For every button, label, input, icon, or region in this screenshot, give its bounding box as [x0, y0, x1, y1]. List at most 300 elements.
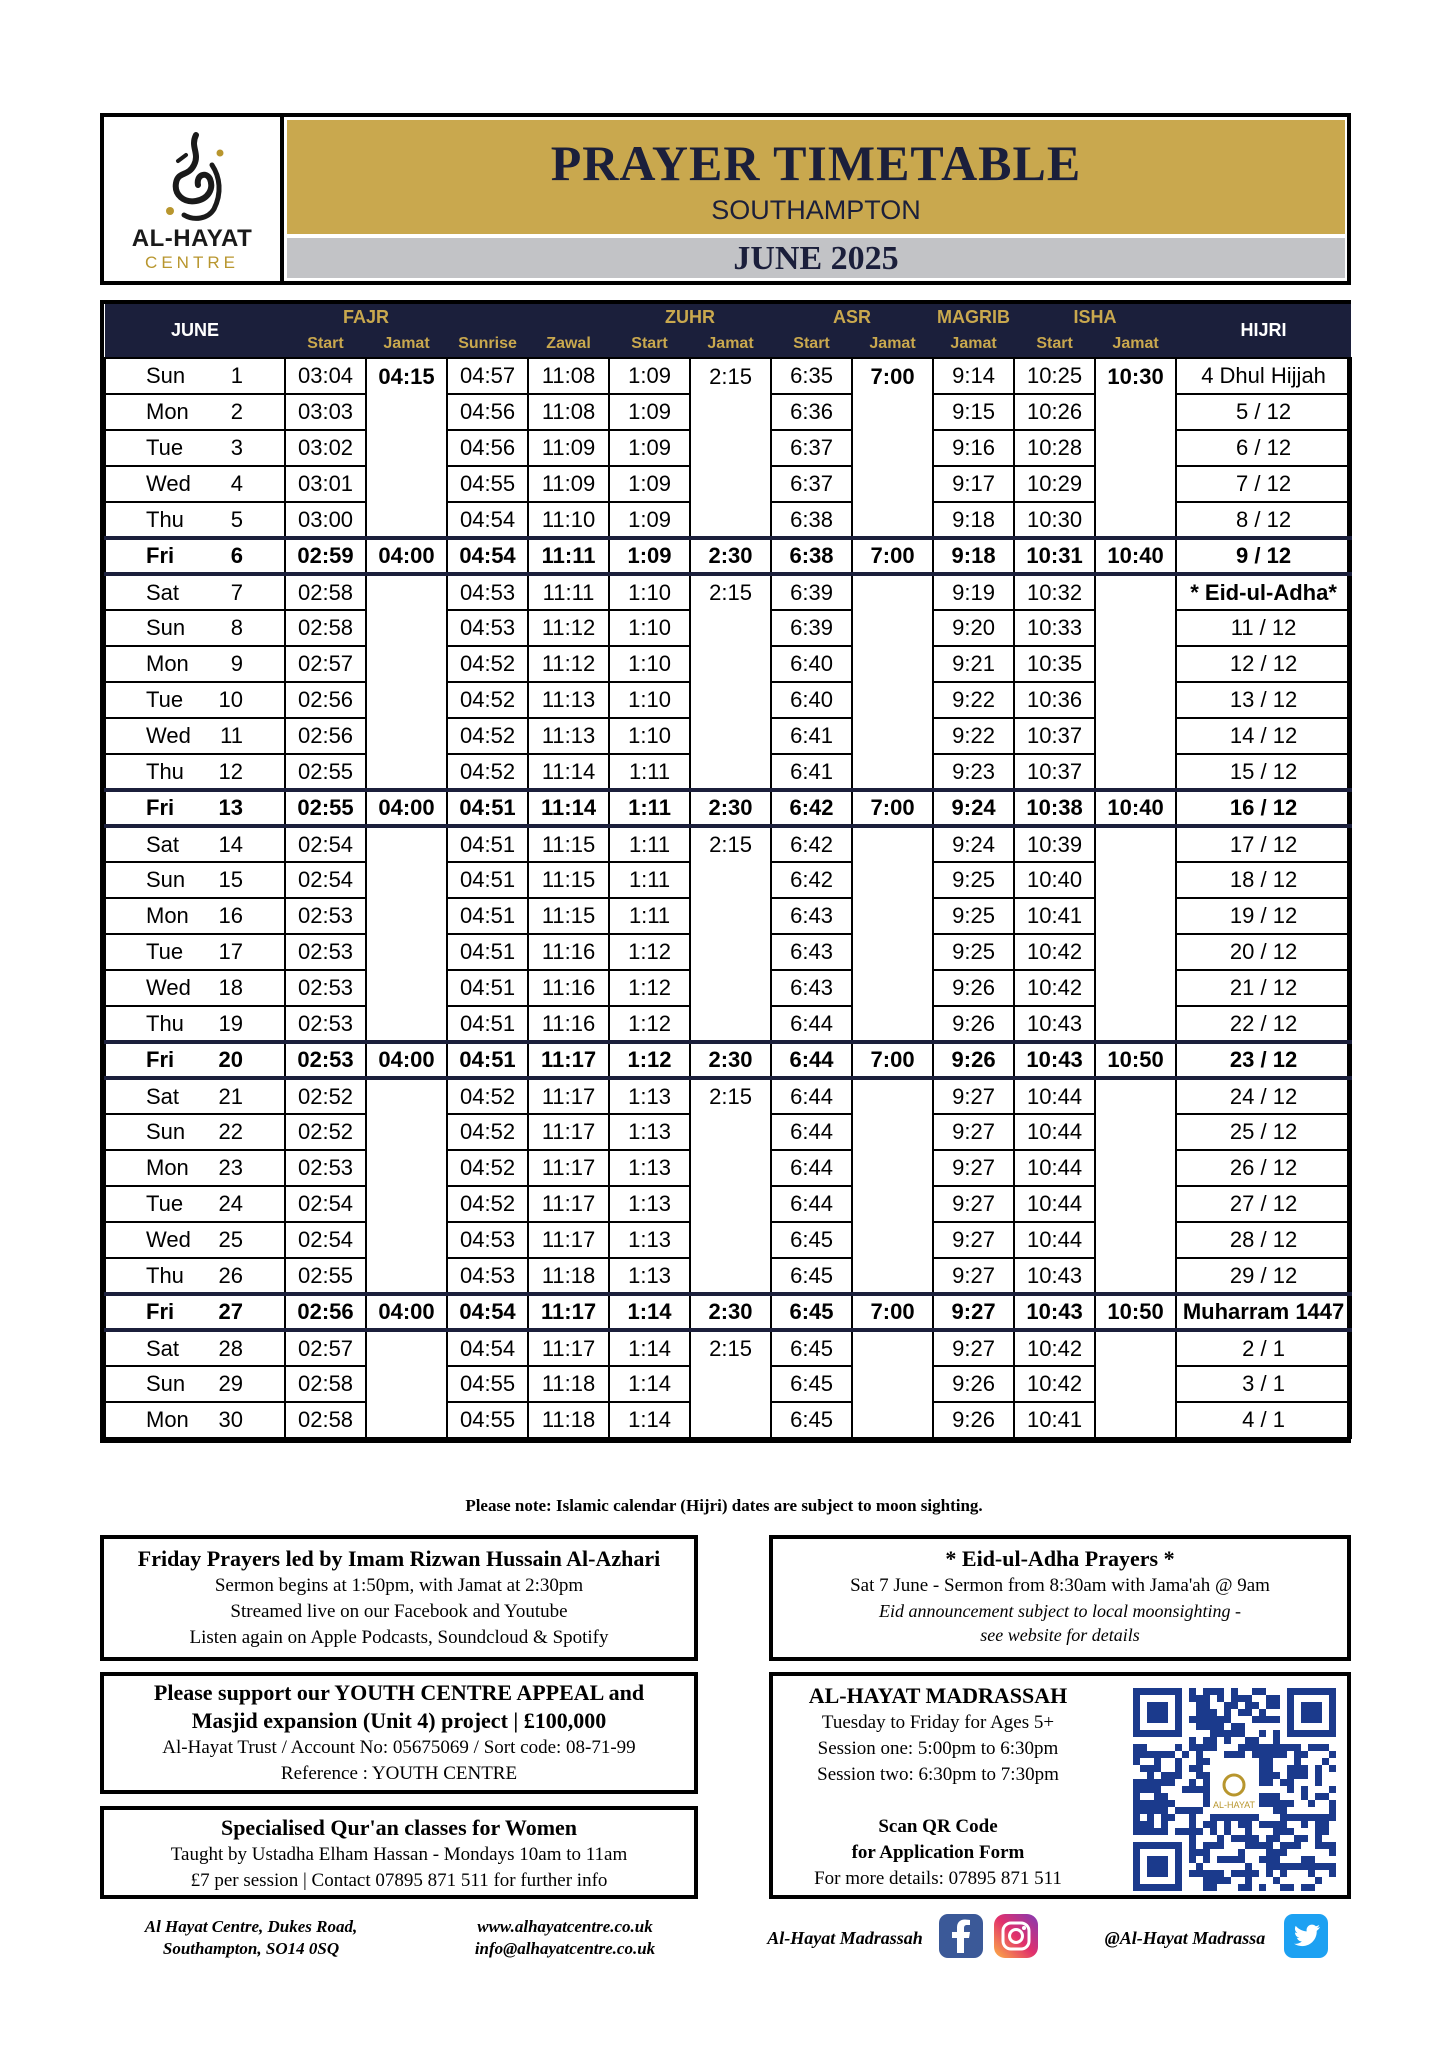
- application-form-label: for Application Form: [851, 1842, 1025, 1863]
- cell-asr: 6:44: [771, 1114, 852, 1150]
- city-subtitle: SOUTHAMPTON: [711, 195, 921, 225]
- cell-asr-jamat: [852, 934, 933, 970]
- cell-sunrise: 04:53: [447, 610, 528, 646]
- cell-day: Sun: [105, 358, 176, 394]
- cell-asr: 6:44: [771, 1006, 852, 1042]
- cell-fajr: 02:53: [285, 934, 366, 970]
- cell-hijri: 11 / 12: [1176, 610, 1351, 646]
- cell-zawal: 11:14: [528, 790, 609, 826]
- cell-asr-jamat: [852, 646, 933, 682]
- cell-fajr: 02:56: [285, 718, 366, 754]
- table-row: [105, 1330, 1351, 1366]
- cell-hijri: 21 / 12: [1176, 970, 1351, 1006]
- table-row: [105, 934, 1351, 970]
- cell-asr-jamat: [852, 1222, 933, 1258]
- cell-isha: 10:33: [1014, 610, 1095, 646]
- cell-zawal: 11:08: [528, 394, 609, 430]
- cell-zawal: 11:16: [528, 934, 609, 970]
- cell-isha: 10:32: [1014, 574, 1095, 610]
- cell-zuhr: 1:10: [609, 682, 690, 718]
- cell-date: 8: [176, 610, 285, 646]
- logo-name: AL-HAYAT: [131, 225, 253, 252]
- cell-isha: 10:25: [1014, 358, 1095, 394]
- cell-zuhr: 1:10: [609, 718, 690, 754]
- cell-date: 16: [176, 898, 285, 934]
- cell-asr-jamat: [852, 718, 933, 754]
- cell-hijri: 16 / 12: [1176, 790, 1351, 826]
- cell-magrib: 9:22: [933, 682, 1014, 718]
- table-row: [105, 466, 1351, 502]
- cell-asr: 6:40: [771, 646, 852, 682]
- table-row: [105, 1186, 1351, 1222]
- cell-fajr: 02:56: [285, 682, 366, 718]
- madrassah-line: Tuesday to Friday for Ages 5+: [821, 1712, 1055, 1733]
- cell-asr-jamat: 7:00: [852, 1294, 933, 1330]
- cell-fajr: 02:58: [285, 1366, 366, 1402]
- cell-date: 23: [176, 1150, 285, 1186]
- cell-isha: 10:43: [1014, 1006, 1095, 1042]
- cell-date: 17: [176, 934, 285, 970]
- cell-hijri: 9 / 12: [1176, 538, 1351, 574]
- cell-day: Mon: [105, 1150, 176, 1186]
- cell-fajr: 02:53: [285, 1150, 366, 1186]
- cell-date: 21: [176, 1078, 285, 1114]
- cell-zawal: 11:17: [528, 1222, 609, 1258]
- cell-zuhr-jamat: [690, 934, 771, 970]
- calligraphy-logo-icon: [150, 131, 240, 227]
- cell-asr-jamat: 7:00: [852, 1042, 933, 1078]
- cell-isha: 10:35: [1014, 646, 1095, 682]
- cell-zuhr-jamat: [690, 1150, 771, 1186]
- logo: [104, 117, 284, 281]
- cell-isha: 10:44: [1014, 1222, 1095, 1258]
- cell-fajr: 03:03: [285, 394, 366, 430]
- cell-zuhr-jamat: [690, 1366, 771, 1402]
- friday-prayers-box: [100, 1535, 698, 1661]
- madrassah-social-label: Al-Hayat Madrassah: [767, 1928, 923, 1948]
- madrassah-contact: For more details: 07895 871 511: [814, 1868, 1062, 1889]
- cell-zuhr: 1:14: [609, 1366, 690, 1402]
- cell-zuhr: 1:13: [609, 1078, 690, 1114]
- timetable-table: [104, 304, 1352, 1439]
- moon-sighting-note: Please note: Islamic calendar (Hijri) dates are subject to moon sighting.: [465, 1496, 983, 1515]
- cell-fajr-jamat: [366, 1222, 447, 1258]
- cell-fajr-jamat: [366, 430, 447, 466]
- cell-magrib: 9:25: [933, 934, 1014, 970]
- instagram-icon[interactable]: [993, 1913, 1039, 1959]
- cell-date: 12: [176, 754, 285, 790]
- cell-asr: 6:42: [771, 862, 852, 898]
- cell-day: Sat: [105, 1078, 176, 1114]
- cell-isha-jamat: [1095, 898, 1176, 934]
- cell-sunrise: 04:54: [447, 1294, 528, 1330]
- cell-fajr-jamat: 04:15: [366, 358, 447, 394]
- cell-asr-jamat: [852, 610, 933, 646]
- month-title: JUNE 2025: [733, 240, 899, 277]
- cell-fajr-jamat: [366, 1186, 447, 1222]
- cell-isha: 10:26: [1014, 394, 1095, 430]
- cell-sunrise: 04:56: [447, 394, 528, 430]
- cell-asr-jamat: [852, 394, 933, 430]
- cell-zuhr-jamat: [690, 1258, 771, 1294]
- cell-magrib: 9:18: [933, 538, 1014, 574]
- cell-asr: 6:45: [771, 1294, 852, 1330]
- cell-sunrise: 04:54: [447, 538, 528, 574]
- cell-zuhr: 1:11: [609, 862, 690, 898]
- cell-sunrise: 04:53: [447, 574, 528, 610]
- cell-asr: 6:43: [771, 934, 852, 970]
- cell-fajr-jamat: 04:00: [366, 1294, 447, 1330]
- footer-address: [118, 1916, 384, 1960]
- cell-magrib: 9:24: [933, 790, 1014, 826]
- email-link[interactable]: info@alhayatcentre.co.uk: [474, 1939, 656, 1958]
- cell-hijri: 24 / 12: [1176, 1078, 1351, 1114]
- cell-zuhr-jamat: [690, 862, 771, 898]
- cell-isha-jamat: [1095, 466, 1176, 502]
- women-line: £7 per session | Contact 07895 871 511 for further info: [190, 1870, 608, 1891]
- cell-hijri: 22 / 12: [1176, 1006, 1351, 1042]
- table-row: [105, 1078, 1351, 1114]
- qr-code[interactable]: [1129, 1684, 1339, 1899]
- cell-asr-jamat: 7:00: [852, 358, 933, 394]
- cell-magrib: 9:26: [933, 1042, 1014, 1078]
- cell-day: Wed: [105, 1222, 176, 1258]
- cell-zuhr: 1:09: [609, 538, 690, 574]
- cell-hijri: 17 / 12: [1176, 826, 1351, 862]
- cell-magrib: 9:26: [933, 1366, 1014, 1402]
- cell-day: Wed: [105, 718, 176, 754]
- header-june: JUNE: [105, 304, 285, 358]
- cell-sunrise: 04:52: [447, 1114, 528, 1150]
- cell-isha-jamat: [1095, 1330, 1176, 1366]
- cell-hijri: 8 / 12: [1176, 502, 1351, 538]
- cell-isha-jamat: [1095, 394, 1176, 430]
- title-banner: [287, 120, 1345, 234]
- cell-day: Wed: [105, 466, 176, 502]
- cell-fajr: 02:58: [285, 610, 366, 646]
- cell-day: Sat: [105, 826, 176, 862]
- cell-hijri: 7 / 12: [1176, 466, 1351, 502]
- cell-zuhr-jamat: [690, 646, 771, 682]
- cell-magrib: 9:26: [933, 1006, 1014, 1042]
- cell-magrib: 9:27: [933, 1258, 1014, 1294]
- cell-zuhr-jamat: 2:30: [690, 790, 771, 826]
- cell-hijri: 4 / 1: [1176, 1402, 1351, 1438]
- cell-isha-jamat: [1095, 610, 1176, 646]
- cell-asr-jamat: [852, 1150, 933, 1186]
- cell-isha-jamat: [1095, 574, 1176, 610]
- cell-fajr-jamat: 04:00: [366, 790, 447, 826]
- cell-fajr: 03:02: [285, 430, 366, 466]
- cell-zuhr-jamat: [690, 1186, 771, 1222]
- cell-zawal: 11:08: [528, 358, 609, 394]
- cell-date: 10: [176, 682, 285, 718]
- table-row: [105, 970, 1351, 1006]
- header-isha-start: Start: [1014, 331, 1095, 358]
- cell-zuhr-jamat: [690, 466, 771, 502]
- cell-isha: 10:40: [1014, 862, 1095, 898]
- cell-asr: 6:44: [771, 1150, 852, 1186]
- cell-asr: 6:36: [771, 394, 852, 430]
- cell-zuhr-jamat: 2:15: [690, 1078, 771, 1114]
- header-zuhr-jamat: Jamat: [690, 331, 771, 358]
- cell-asr: 6:45: [771, 1402, 852, 1438]
- cell-isha-jamat: [1095, 430, 1176, 466]
- cell-zuhr: 1:13: [609, 1114, 690, 1150]
- cell-zawal: 11:18: [528, 1402, 609, 1438]
- cell-day: Sat: [105, 1330, 176, 1366]
- cell-zuhr: 1:13: [609, 1150, 690, 1186]
- cell-zawal: 11:15: [528, 898, 609, 934]
- timetable: [100, 300, 1351, 1443]
- cell-magrib: 9:27: [933, 1294, 1014, 1330]
- cell-magrib: 9:15: [933, 394, 1014, 430]
- cell-fajr: 02:54: [285, 1186, 366, 1222]
- cell-asr: 6:39: [771, 610, 852, 646]
- address-line: Southampton, SO14 0SQ: [162, 1939, 340, 1958]
- madrassah-text: [773, 1682, 1103, 1892]
- qr-code-icon[interactable]: [1129, 1684, 1339, 1894]
- facebook-icon[interactable]: [938, 1913, 984, 1959]
- table-row: [105, 754, 1351, 790]
- cell-date: 26: [176, 1258, 285, 1294]
- eid-line: Sat 7 June - Sermon from 8:30am with Jama'ah @ 9am: [850, 1575, 1270, 1596]
- cell-asr-jamat: [852, 430, 933, 466]
- cell-asr: 6:44: [771, 1186, 852, 1222]
- cell-isha-jamat: [1095, 1186, 1176, 1222]
- cell-fajr-jamat: [366, 898, 447, 934]
- cell-day: Wed: [105, 970, 176, 1006]
- header-isha: ISHA: [1014, 304, 1176, 331]
- cell-isha: 10:44: [1014, 1186, 1095, 1222]
- cell-magrib: 9:17: [933, 466, 1014, 502]
- cell-hijri: 28 / 12: [1176, 1222, 1351, 1258]
- cell-magrib: 9:26: [933, 1402, 1014, 1438]
- table-row: [105, 898, 1351, 934]
- cell-zuhr-jamat: [690, 970, 771, 1006]
- cell-date: 24: [176, 1186, 285, 1222]
- cell-fajr-jamat: [366, 1150, 447, 1186]
- cell-zawal: 11:17: [528, 1186, 609, 1222]
- cell-zuhr-jamat: [690, 1222, 771, 1258]
- cell-day: Thu: [105, 1006, 176, 1042]
- header-isha-jamat: Jamat: [1095, 331, 1176, 358]
- cell-date: 14: [176, 826, 285, 862]
- cell-hijri: 19 / 12: [1176, 898, 1351, 934]
- cell-hijri: 13 / 12: [1176, 682, 1351, 718]
- cell-zuhr-jamat: [690, 502, 771, 538]
- cell-day: Thu: [105, 754, 176, 790]
- header-magrib-jamat: Jamat: [933, 331, 1014, 358]
- cell-zuhr: 1:14: [609, 1294, 690, 1330]
- cell-isha-jamat: [1095, 718, 1176, 754]
- cell-asr: 6:45: [771, 1222, 852, 1258]
- header-row-groups: [105, 304, 1351, 331]
- cell-fajr-jamat: [366, 502, 447, 538]
- cell-isha: 10:29: [1014, 466, 1095, 502]
- cell-magrib: 9:27: [933, 1114, 1014, 1150]
- cell-asr-jamat: [852, 898, 933, 934]
- cell-fajr: 02:58: [285, 574, 366, 610]
- cell-asr-jamat: [852, 1078, 933, 1114]
- cell-fajr-jamat: [366, 1006, 447, 1042]
- cell-sunrise: 04:51: [447, 1042, 528, 1078]
- cell-asr: 6:41: [771, 754, 852, 790]
- cell-isha: 10:28: [1014, 430, 1095, 466]
- cell-fajr-jamat: [366, 826, 447, 862]
- cell-hijri: 2 / 1: [1176, 1330, 1351, 1366]
- cell-zuhr-jamat: 2:30: [690, 538, 771, 574]
- cell-fajr: 02:57: [285, 1330, 366, 1366]
- cell-asr-jamat: [852, 466, 933, 502]
- madrassah-box: [769, 1672, 1351, 1899]
- cell-asr-jamat: [852, 1366, 933, 1402]
- cell-zawal: 11:13: [528, 718, 609, 754]
- cell-asr: 6:42: [771, 826, 852, 862]
- cell-isha: 10:43: [1014, 1042, 1095, 1078]
- cell-zawal: 11:15: [528, 862, 609, 898]
- table-row: [105, 1150, 1351, 1186]
- cell-isha-jamat: [1095, 1222, 1176, 1258]
- cell-day: Tue: [105, 430, 176, 466]
- header-asr-jamat: Jamat: [852, 331, 933, 358]
- cell-isha-jamat: [1095, 502, 1176, 538]
- scan-qr-label: Scan QR Code: [878, 1816, 998, 1837]
- cell-zuhr: 1:09: [609, 358, 690, 394]
- logo-subtitle: CENTRE: [145, 253, 239, 272]
- cell-isha: 10:41: [1014, 898, 1095, 934]
- cell-zawal: 11:12: [528, 646, 609, 682]
- cell-asr-jamat: [852, 754, 933, 790]
- cell-zuhr-jamat: 2:30: [690, 1294, 771, 1330]
- cell-date: 15: [176, 862, 285, 898]
- cell-day: Mon: [105, 646, 176, 682]
- cell-zawal: 11:17: [528, 1150, 609, 1186]
- cell-sunrise: 04:51: [447, 826, 528, 862]
- cell-day: Fri: [105, 1294, 176, 1330]
- cell-zuhr-jamat: [690, 430, 771, 466]
- cell-fajr: 02:56: [285, 1294, 366, 1330]
- cell-zuhr-jamat: [690, 754, 771, 790]
- cell-day: Mon: [105, 1402, 176, 1438]
- cell-hijri: 4 Dhul Hijjah: [1176, 358, 1351, 394]
- cell-hijri: * Eid-ul-Adha*: [1176, 574, 1351, 610]
- cell-magrib: 9:22: [933, 718, 1014, 754]
- cell-zawal: 11:12: [528, 610, 609, 646]
- timetable-body: [105, 358, 1351, 1438]
- cell-asr: 6:43: [771, 898, 852, 934]
- cell-zuhr-jamat: [690, 718, 771, 754]
- cell-zawal: 11:18: [528, 1258, 609, 1294]
- cell-isha-jamat: 10:40: [1095, 538, 1176, 574]
- cell-sunrise: 04:52: [447, 682, 528, 718]
- cell-isha: 10:44: [1014, 1150, 1095, 1186]
- twitter-icon[interactable]: [1283, 1913, 1329, 1959]
- cell-zuhr-jamat: [690, 610, 771, 646]
- cell-zuhr-jamat: [690, 1006, 771, 1042]
- header-row-sub: [105, 331, 1351, 358]
- cell-fajr-jamat: [366, 934, 447, 970]
- cell-zuhr: 1:09: [609, 394, 690, 430]
- cell-asr-jamat: 7:00: [852, 538, 933, 574]
- cell-asr: 6:41: [771, 718, 852, 754]
- cell-isha-jamat: [1095, 646, 1176, 682]
- cell-asr: 6:40: [771, 682, 852, 718]
- cell-hijri: 18 / 12: [1176, 862, 1351, 898]
- cell-sunrise: 04:55: [447, 1402, 528, 1438]
- cell-zuhr: 1:12: [609, 1042, 690, 1078]
- cell-date: 19: [176, 1006, 285, 1042]
- cell-fajr-jamat: [366, 970, 447, 1006]
- cell-date: 4: [176, 466, 285, 502]
- cell-day: Sun: [105, 1114, 176, 1150]
- cell-zawal: 11:17: [528, 1078, 609, 1114]
- cell-zawal: 11:17: [528, 1042, 609, 1078]
- cell-magrib: 9:27: [933, 1222, 1014, 1258]
- cell-magrib: 9:24: [933, 826, 1014, 862]
- cell-fajr-jamat: [366, 1258, 447, 1294]
- cell-isha-jamat: 10:50: [1095, 1042, 1176, 1078]
- cell-fajr: 02:52: [285, 1114, 366, 1150]
- cell-magrib: 9:25: [933, 898, 1014, 934]
- cell-asr: 6:38: [771, 502, 852, 538]
- cell-zawal: 11:11: [528, 574, 609, 610]
- cell-fajr: 02:55: [285, 790, 366, 826]
- cell-magrib: 9:27: [933, 1330, 1014, 1366]
- cell-asr-jamat: [852, 1186, 933, 1222]
- table-row: [105, 1294, 1351, 1330]
- cell-zuhr-jamat: [690, 1114, 771, 1150]
- cell-zuhr: 1:12: [609, 1006, 690, 1042]
- twitter-handle: @Al-Hayat Madrassa: [1104, 1928, 1266, 1948]
- cell-hijri: 20 / 12: [1176, 934, 1351, 970]
- cell-day: Sun: [105, 1366, 176, 1402]
- header-hijri: HIJRI: [1176, 304, 1351, 358]
- table-row: [105, 358, 1351, 394]
- cell-fajr: 02:54: [285, 862, 366, 898]
- cell-sunrise: 04:52: [447, 646, 528, 682]
- cell-sunrise: 04:51: [447, 898, 528, 934]
- cell-zawal: 11:15: [528, 826, 609, 862]
- cell-isha-jamat: [1095, 1006, 1176, 1042]
- women-line: Taught by Ustadha Elham Hassan - Mondays 10am to 11am: [170, 1844, 628, 1865]
- cell-sunrise: 04:51: [447, 970, 528, 1006]
- table-row: [105, 394, 1351, 430]
- table-row: [105, 1114, 1351, 1150]
- cell-fajr-jamat: [366, 610, 447, 646]
- women-quran-classes-box: [100, 1806, 698, 1899]
- cell-day: Sat: [105, 574, 176, 610]
- cell-day: Mon: [105, 394, 176, 430]
- cell-date: 28: [176, 1330, 285, 1366]
- website-link[interactable]: www.alhayatcentre.co.uk: [477, 1917, 653, 1936]
- cell-isha: 10:36: [1014, 682, 1095, 718]
- cell-hijri: 26 / 12: [1176, 1150, 1351, 1186]
- address-line: Al Hayat Centre, Dukes Road,: [144, 1917, 358, 1936]
- cell-zawal: 11:09: [528, 466, 609, 502]
- cell-isha-jamat: [1095, 934, 1176, 970]
- cell-zawal: 11:16: [528, 1006, 609, 1042]
- cell-zuhr: 1:13: [609, 1258, 690, 1294]
- table-row: [105, 682, 1351, 718]
- cell-zuhr-jamat: [690, 898, 771, 934]
- cell-asr: 6:39: [771, 574, 852, 610]
- youth-centre-appeal-box: [100, 1672, 698, 1794]
- table-row: [105, 826, 1351, 862]
- cell-zuhr-jamat: 2:15: [690, 1330, 771, 1366]
- cell-sunrise: 04:53: [447, 1222, 528, 1258]
- cell-hijri: 3 / 1: [1176, 1366, 1351, 1402]
